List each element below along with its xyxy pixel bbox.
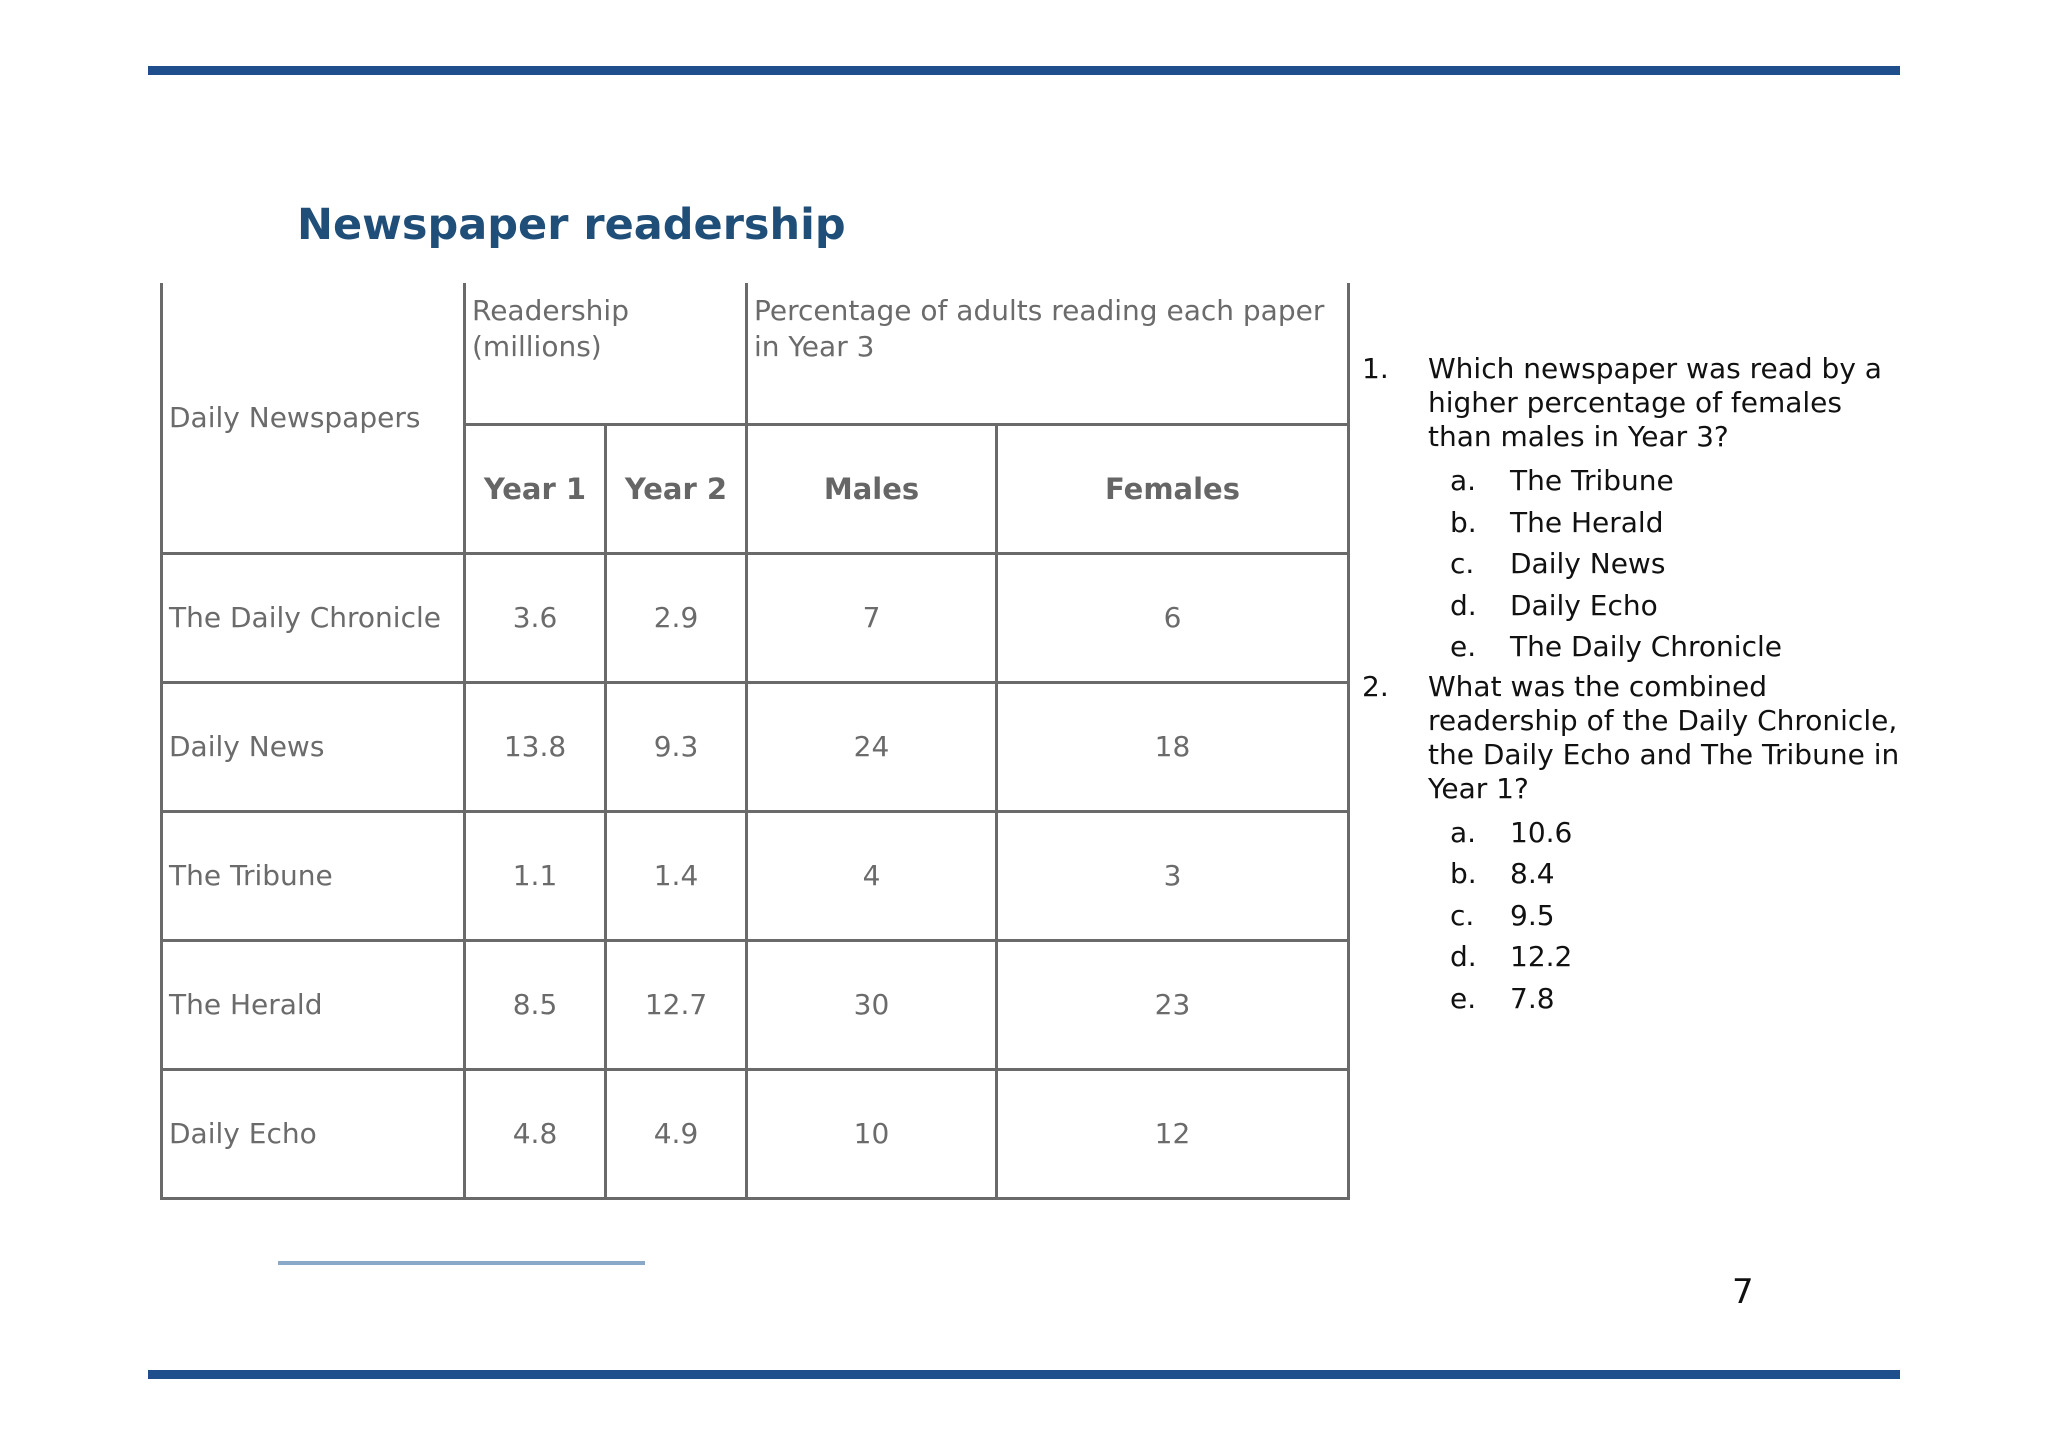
answer-option xyxy=(1450,895,1902,937)
answer-option xyxy=(1450,502,1902,544)
answer-options xyxy=(1450,812,1902,1020)
table-row xyxy=(162,940,1349,1069)
newspaper-name: The Daily Chronicle xyxy=(162,553,465,682)
answer-option xyxy=(1450,585,1902,627)
females-value: 12 xyxy=(997,1069,1349,1198)
answer-options xyxy=(1450,460,1902,668)
option-letter: b. xyxy=(1450,505,1477,539)
table-row xyxy=(162,682,1349,811)
table-row xyxy=(162,1069,1349,1198)
year2-value: 4.9 xyxy=(606,1069,747,1198)
answer-option xyxy=(1450,853,1902,895)
table-header-row xyxy=(162,283,1349,424)
question-2 xyxy=(1362,670,1902,806)
header-females: Females xyxy=(997,424,1349,553)
newspaper-name: Daily News xyxy=(162,682,465,811)
table-row xyxy=(162,553,1349,682)
males-value: 4 xyxy=(747,811,997,940)
option-letter: a. xyxy=(1450,464,1477,498)
newspaper-name: The Tribune xyxy=(162,811,465,940)
option-text: 9.5 xyxy=(1510,898,1555,932)
option-letter: b. xyxy=(1450,857,1477,891)
page-number: 7 xyxy=(1732,1272,1754,1312)
option-text: 12.2 xyxy=(1510,940,1573,974)
year1-value: 3.6 xyxy=(465,553,606,682)
header-males: Males xyxy=(747,424,997,553)
table-row xyxy=(162,811,1349,940)
header-year-2: Year 2 xyxy=(606,424,747,553)
year1-value: 13.8 xyxy=(465,682,606,811)
year2-value: 1.4 xyxy=(606,811,747,940)
answer-option xyxy=(1450,460,1902,502)
header-daily-newspapers: Daily Newspapers xyxy=(162,283,465,553)
females-value: 23 xyxy=(997,940,1349,1069)
option-letter: a. xyxy=(1450,815,1477,849)
option-letter: c. xyxy=(1450,547,1475,581)
females-value: 6 xyxy=(997,553,1349,682)
header-readership: Readership (millions) xyxy=(465,283,747,424)
option-letter: c. xyxy=(1450,898,1475,932)
option-letter: e. xyxy=(1450,630,1477,664)
newspaper-name: Daily Echo xyxy=(162,1069,465,1198)
option-text: 7.8 xyxy=(1510,981,1555,1015)
answer-option xyxy=(1450,936,1902,978)
females-value: 3 xyxy=(997,811,1349,940)
option-letter: d. xyxy=(1450,940,1477,974)
question-text: Which newspaper was read by a higher percentage of females than males in Year 3? xyxy=(1428,352,1882,453)
year2-value: 2.9 xyxy=(606,553,747,682)
readership-table xyxy=(160,283,1350,1200)
year1-value: 4.8 xyxy=(465,1069,606,1198)
option-letter: d. xyxy=(1450,588,1477,622)
males-value: 30 xyxy=(747,940,997,1069)
header-percentage: Percentage of adults reading each paper in Year 3 xyxy=(747,283,1349,424)
question-number: 2. xyxy=(1362,669,1389,703)
option-text: The Herald xyxy=(1510,505,1664,539)
top-rule xyxy=(148,66,1900,75)
option-text: Daily News xyxy=(1510,547,1666,581)
option-text: The Tribune xyxy=(1510,464,1674,498)
newspaper-name: The Herald xyxy=(162,940,465,1069)
answer-option xyxy=(1450,978,1902,1020)
option-text: 8.4 xyxy=(1510,857,1555,891)
year1-value: 8.5 xyxy=(465,940,606,1069)
option-text: 10.6 xyxy=(1510,815,1573,849)
answer-option xyxy=(1450,543,1902,585)
males-value: 10 xyxy=(747,1069,997,1198)
females-value: 18 xyxy=(997,682,1349,811)
option-text: The Daily Chronicle xyxy=(1510,630,1782,664)
option-letter: e. xyxy=(1450,981,1477,1015)
question-1 xyxy=(1362,352,1902,454)
option-text: Daily Echo xyxy=(1510,588,1658,622)
year2-value: 9.3 xyxy=(606,682,747,811)
page-title: Newspaper readership xyxy=(297,200,846,250)
year1-value: 1.1 xyxy=(465,811,606,940)
question-text: What was the combined readership of the Daily Chronicle, the Daily Echo and The Tribune in Year 1? xyxy=(1428,669,1900,805)
answer-option xyxy=(1450,812,1902,854)
males-value: 7 xyxy=(747,553,997,682)
answer-option xyxy=(1450,626,1902,668)
question-number: 1. xyxy=(1362,352,1389,385)
footer-line xyxy=(278,1261,645,1265)
males-value: 24 xyxy=(747,682,997,811)
bottom-rule xyxy=(148,1370,1900,1379)
header-year-1: Year 1 xyxy=(465,424,606,553)
year2-value: 12.7 xyxy=(606,940,747,1069)
questions-list xyxy=(1362,352,1902,1021)
